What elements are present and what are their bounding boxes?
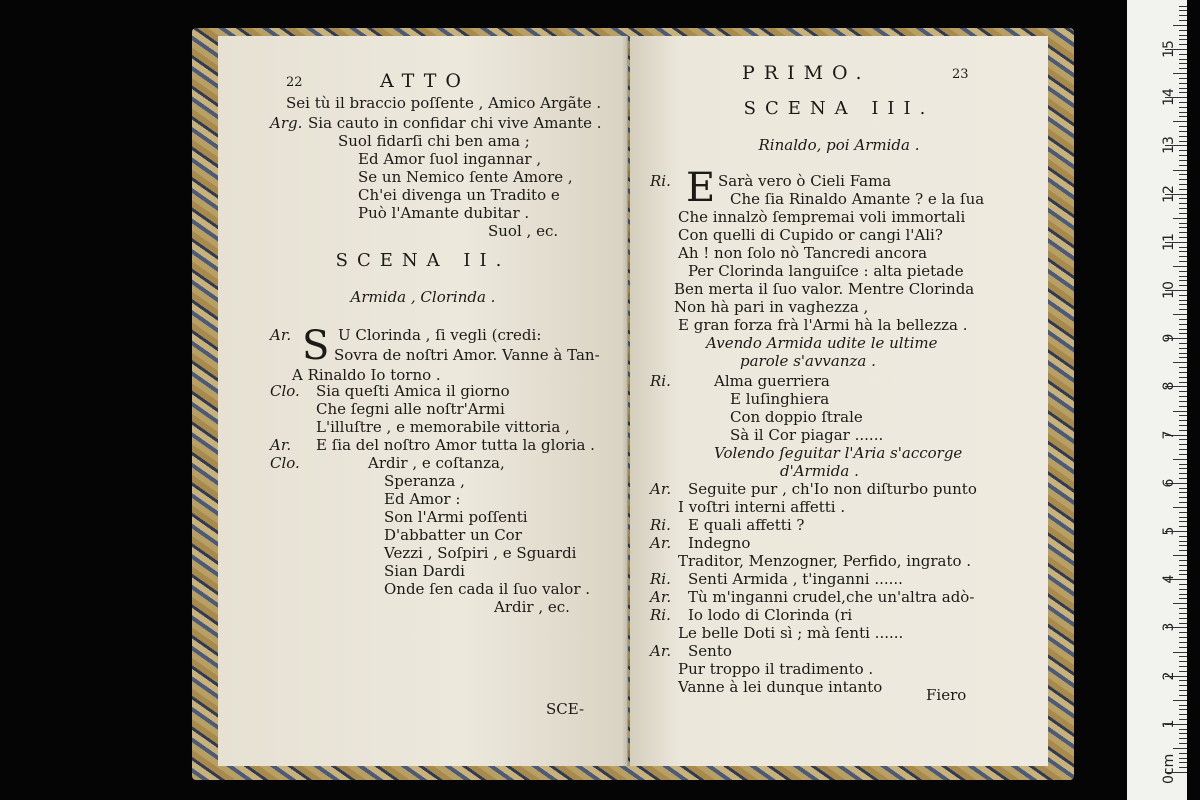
ruler-tick	[1179, 78, 1187, 79]
ruler-number: 11	[1161, 232, 1177, 251]
ruler-number: 6	[1161, 478, 1177, 488]
verse-line: L'illuſtre , e memorabile vittoria ,	[316, 418, 570, 436]
ruler-tick	[1173, 25, 1187, 26]
ruler-tick	[1179, 179, 1187, 180]
verse-line: Pur troppo il tradimento .	[678, 660, 874, 678]
verse-line: Ed Amor :	[384, 490, 461, 508]
verse-line: Tù m'inganni crudel,che un'altra adò-	[688, 588, 975, 606]
ruler-tick	[1179, 83, 1187, 84]
ruler-tick	[1179, 468, 1187, 469]
ruler-tick	[1179, 107, 1187, 108]
ruler-tick	[1179, 488, 1187, 489]
ruler-tick	[1179, 333, 1187, 334]
ruler-tick	[1179, 709, 1187, 710]
ruler-tick	[1179, 141, 1187, 142]
ruler-tick	[1179, 733, 1187, 734]
ruler-tick	[1179, 666, 1187, 667]
ruler-number: 8	[1161, 381, 1177, 391]
ruler-tick	[1179, 512, 1187, 513]
ruler-tick	[1179, 690, 1187, 691]
ruler-tick	[1179, 348, 1187, 349]
ruler-tick	[1179, 208, 1187, 209]
ruler-tick	[1179, 492, 1187, 493]
scene-title: SCENA II.	[335, 250, 511, 271]
ruler-tick	[1179, 131, 1187, 132]
ruler-tick	[1179, 618, 1187, 619]
ruler-tick	[1179, 203, 1187, 204]
ruler-tick	[1173, 603, 1187, 604]
ruler-tick	[1179, 396, 1187, 397]
speaker-label: Clo.	[270, 454, 300, 472]
speaker-label: Ri.	[650, 372, 671, 390]
ruler-tick	[1179, 44, 1187, 45]
ruler-tick	[1179, 632, 1187, 633]
ruler-number: 2	[1161, 671, 1177, 681]
ruler-number: 5	[1161, 526, 1177, 536]
ruler-tick	[1179, 382, 1187, 383]
ruler-tick	[1173, 700, 1187, 701]
verse-line: Ed Amor ſuol ingannar ,	[358, 150, 542, 168]
verse-line: Non hà pari in vaghezza ,	[674, 298, 869, 316]
verse-line: Seguite pur , ch'Io non diſturbo punto	[688, 480, 977, 498]
verse-line: Son l'Armi poſſenti	[384, 508, 528, 526]
verse-line: Alma guerriera	[714, 372, 830, 390]
ruler-tick	[1179, 685, 1187, 686]
running-head: ATTO	[380, 70, 470, 92]
speaker-label: Ar.	[650, 480, 672, 498]
speaker-label: Arg.	[270, 114, 303, 132]
ruler-tick	[1179, 478, 1187, 479]
ruler-tick	[1179, 329, 1187, 330]
ruler-tick	[1179, 473, 1187, 474]
ruler-tick	[1179, 295, 1187, 296]
ruler-tick	[1179, 102, 1187, 103]
verse-line: Traditor, Menzogner, Perfido, ingrato .	[678, 552, 972, 570]
ruler-tick	[1179, 59, 1187, 60]
ruler-tick	[1179, 20, 1187, 21]
ruler-tick	[1179, 415, 1187, 416]
ruler-tick	[1179, 112, 1187, 113]
verse-line: parole s'avvanza .	[740, 352, 876, 370]
ruler-tick	[1179, 637, 1187, 638]
ruler-tick	[1179, 63, 1187, 64]
verse-line: Per Clorinda languiſce : alta pietade	[688, 262, 964, 280]
ruler-tick	[1179, 642, 1187, 643]
verse-line: Suol fidarſi chi ben ama ;	[338, 132, 530, 150]
verse-line: Le belle Doti sì ; mà ſenti ......	[678, 624, 904, 642]
verse-line: Senti Armida , t'inganni ......	[688, 570, 903, 588]
ruler-tick	[1179, 767, 1187, 768]
verse-line: Sei tù il braccio poſſente , Amico Argãte .	[286, 94, 602, 112]
speaker-label: Ar.	[650, 588, 672, 606]
verse-line: D'abbatter un Cor	[384, 526, 522, 544]
verse-line: Sovra de noſtri Amor. Vanne à Tan-	[334, 346, 600, 364]
verse-line: Sia cauto in confidar chi vive Amante .	[308, 114, 602, 132]
page-number: 23	[952, 67, 969, 82]
ruler-tick	[1179, 247, 1187, 248]
verse-line: Che ſegni alle noſtr'Armi	[316, 400, 505, 418]
catchword: Fiero	[926, 686, 967, 704]
ruler-tick	[1179, 92, 1187, 93]
ruler-tick	[1173, 218, 1187, 219]
ruler-tick	[1179, 54, 1187, 55]
left-page	[218, 36, 628, 766]
ruler-tick	[1179, 174, 1187, 175]
verse-line: E ſia del noſtro Amor tutta la gloria .	[316, 436, 595, 454]
ruler-tick	[1179, 319, 1187, 320]
ruler-tick	[1179, 6, 1187, 7]
scene-title: SCENA III.	[743, 98, 935, 119]
verse-line: Sian Dardi	[384, 562, 465, 580]
ruler-number: 15	[1161, 40, 1177, 58]
ruler-tick	[1179, 223, 1187, 224]
ruler-tick	[1173, 507, 1187, 508]
ruler-tick	[1179, 10, 1187, 11]
ruler-tick	[1179, 550, 1187, 551]
ruler-tick	[1179, 762, 1187, 763]
ruler-tick	[1179, 502, 1187, 503]
ruler-tick	[1179, 753, 1187, 754]
ruler-tick	[1179, 261, 1187, 262]
ruler-tick	[1179, 401, 1187, 402]
ruler-number: 13	[1161, 136, 1177, 155]
ruler-tick	[1179, 439, 1187, 440]
ruler-tick	[1179, 237, 1187, 238]
ruler-tick	[1179, 276, 1187, 277]
ruler-tick	[1179, 309, 1187, 310]
ruler-tick	[1179, 343, 1187, 344]
ruler-tick	[1179, 584, 1187, 585]
verse-line: A Rinaldo Io torno .	[292, 366, 441, 384]
ruler-tick	[1173, 362, 1187, 363]
speaker-label: Ri.	[650, 172, 671, 190]
verse-line: Ch'ei divenga un Tradito e	[358, 186, 560, 204]
ruler-tick	[1179, 574, 1187, 575]
ruler-tick	[1179, 420, 1187, 421]
ruler-tick	[1173, 459, 1187, 460]
verse-line: Ardir , e coſtanza,	[368, 454, 505, 472]
ruler-tick	[1179, 150, 1187, 151]
right-page	[630, 36, 1048, 766]
ruler-tick	[1179, 88, 1187, 89]
verse-line: Volendo ſeguitar l'Aria s'accorge	[714, 444, 963, 462]
ruler-tick	[1179, 526, 1187, 527]
ruler-tick	[1179, 545, 1187, 546]
verse-line: Sia queſti Amica il giorno	[316, 382, 510, 400]
ruler-tick	[1179, 738, 1187, 739]
ruler-tick	[1173, 652, 1187, 653]
ruler-tick	[1179, 497, 1187, 498]
ruler-tick	[1179, 136, 1187, 137]
ruler-number: 4	[1161, 574, 1177, 584]
ruler-number: 0cm	[1161, 753, 1177, 784]
ruler-tick	[1179, 126, 1187, 127]
ruler-tick	[1179, 729, 1187, 730]
speaker-label: Ri.	[650, 606, 671, 624]
speaker-label: Ri.	[650, 570, 671, 588]
ruler-tick	[1179, 541, 1187, 542]
verse-line: Onde ſen cada il ſuo valor .	[384, 580, 591, 598]
speaker-label: Ar.	[650, 642, 672, 660]
ruler-tick	[1173, 555, 1187, 556]
verse-line: Vanne à lei dunque intanto	[678, 678, 883, 696]
verse-line: Sento	[688, 642, 732, 660]
ruler-tick	[1179, 570, 1187, 571]
speaker-label: Ar.	[650, 534, 672, 552]
ruler-tick	[1179, 39, 1187, 40]
scene-persons: Rinaldo, poi Armida .	[758, 136, 920, 154]
ruler-tick	[1173, 170, 1187, 171]
ruler-tick	[1179, 367, 1187, 368]
ruler-tick	[1179, 565, 1187, 566]
verse-line: Indegno	[688, 534, 751, 552]
ruler-tick	[1179, 406, 1187, 407]
ruler-tick	[1179, 198, 1187, 199]
ruler-tick	[1179, 165, 1187, 166]
ruler-tick	[1173, 748, 1187, 749]
verse-line: Sarà vero ò Cieli Fama	[718, 172, 892, 190]
ruler-tick	[1179, 589, 1187, 590]
ruler-tick	[1179, 647, 1187, 648]
ruler-tick	[1179, 613, 1187, 614]
ruler-tick	[1179, 671, 1187, 672]
scene-persons: Armida , Clorinda .	[350, 288, 496, 306]
ruler-tick	[1179, 256, 1187, 257]
drop-capital: E	[686, 165, 716, 211]
ruler-number: 3	[1161, 622, 1177, 632]
ruler-tick	[1179, 15, 1187, 16]
ruler-tick	[1179, 189, 1187, 190]
ruler-tick	[1179, 623, 1187, 624]
verse-line: E gran forza frà l'Armi hà la bellezza .	[678, 316, 968, 334]
ruler-tick	[1179, 353, 1187, 354]
verse-line: Che ſia Rinaldo Amante ? e la ſua	[730, 190, 985, 208]
ruler-tick	[1173, 266, 1187, 267]
verse-line: Se un Nemico ſente Amore ,	[358, 168, 573, 186]
verse-line: Speranza ,	[384, 472, 465, 490]
verse-line: Ben merta il ſuo valor. Mentre Clorinda	[674, 280, 975, 298]
ruler-tick	[1179, 758, 1187, 759]
ruler-tick	[1179, 517, 1187, 518]
verse-line: Che innalzò ſempremai voli immortali	[678, 208, 966, 226]
ruler-tick	[1179, 719, 1187, 720]
ruler-tick	[1179, 608, 1187, 609]
ruler-tick	[1179, 661, 1187, 662]
ruler-tick	[1173, 314, 1187, 315]
ruler-tick	[1179, 116, 1187, 117]
ruler-tick	[1179, 680, 1187, 681]
ruler-tick	[1173, 73, 1187, 74]
ruler-tick	[1179, 560, 1187, 561]
ruler-tick	[1179, 391, 1187, 392]
ruler-tick	[1179, 357, 1187, 358]
ruler-number: 12	[1161, 184, 1177, 203]
ruler-tick	[1179, 464, 1187, 465]
ruler-number: 14	[1161, 88, 1177, 107]
ruler-tick	[1179, 35, 1187, 36]
ruler-tick	[1179, 304, 1187, 305]
ruler-tick	[1173, 121, 1187, 122]
verse-line: Vezzi , Soſpiri , e Sguardi	[384, 544, 577, 562]
ruler-tick	[1179, 324, 1187, 325]
verse-line: Avendo Armida udite le ultime	[706, 334, 938, 352]
ruler-tick	[1179, 184, 1187, 185]
verse-line: U Clorinda , ſi vegli (credi:	[338, 326, 542, 344]
ruler-tick	[1179, 285, 1187, 286]
verse-line: Ardir , ec.	[494, 598, 570, 616]
ruler-tick	[1179, 454, 1187, 455]
ruler-tick	[1179, 594, 1187, 595]
ruler-tick	[1179, 598, 1187, 599]
ruler-tick	[1179, 280, 1187, 281]
verse-line: E luſinghiera	[730, 390, 830, 408]
ruler-tick	[1179, 227, 1187, 228]
ruler-tick	[1179, 30, 1187, 31]
ruler-tick	[1179, 449, 1187, 450]
verse-line: Con doppio ſtrale	[730, 408, 863, 426]
ruler-tick	[1179, 271, 1187, 272]
ruler-tick	[1179, 300, 1187, 301]
ruler-tick	[1179, 425, 1187, 426]
ruler-tick	[1179, 377, 1187, 378]
verse-line: d'Armida .	[780, 462, 859, 480]
ruler-tick	[1179, 743, 1187, 744]
verse-line: Io lodo di Clorinda (ri	[688, 606, 853, 624]
ruler-number: 1	[1161, 719, 1177, 729]
ruler-tick	[1179, 714, 1187, 715]
speaker-label: Ar.	[270, 326, 292, 344]
verse-line: Può l'Amante dubitar .	[358, 204, 530, 222]
ruler-tick	[1179, 160, 1187, 161]
verse-line: I voſtri interni affetti .	[678, 498, 846, 516]
ruler-tick	[1179, 656, 1187, 657]
page-number: 22	[286, 75, 303, 90]
speaker-label: Clo.	[270, 382, 300, 400]
ruler-tick	[1179, 251, 1187, 252]
ruler-tick	[1179, 232, 1187, 233]
ruler-tick	[1179, 68, 1187, 69]
measurement-ruler	[1127, 0, 1187, 800]
ruler-tick	[1179, 155, 1187, 156]
verse-line: Ah ! non ſolo nò Tancredi ancora	[678, 244, 928, 262]
ruler-number: 10	[1161, 281, 1177, 299]
speaker-label: Ri.	[650, 516, 671, 534]
verse-line: Con quelli di Cupido or cangi l'Ali?	[678, 226, 943, 244]
catchword: SCE-	[546, 700, 585, 718]
ruler-number: 7	[1161, 430, 1177, 440]
ruler-tick	[1179, 536, 1187, 537]
ruler-tick	[1179, 430, 1187, 431]
ruler-tick	[1179, 705, 1187, 706]
ruler-tick	[1179, 695, 1187, 696]
running-head: PRIMO.	[742, 62, 871, 84]
ruler-tick	[1179, 444, 1187, 445]
ruler-tick	[1173, 411, 1187, 412]
ruler-tick	[1179, 521, 1187, 522]
verse-line: Sà il Cor piagar ......	[730, 426, 884, 444]
ruler-tick	[1179, 213, 1187, 214]
ruler-number: 9	[1161, 333, 1177, 343]
drop-capital: S	[302, 323, 330, 369]
verse-line: E quali affetti ?	[688, 516, 805, 534]
speaker-label: Ar.	[270, 436, 292, 454]
ruler-tick	[1179, 372, 1187, 373]
verse-line: Suol , ec.	[488, 222, 559, 240]
